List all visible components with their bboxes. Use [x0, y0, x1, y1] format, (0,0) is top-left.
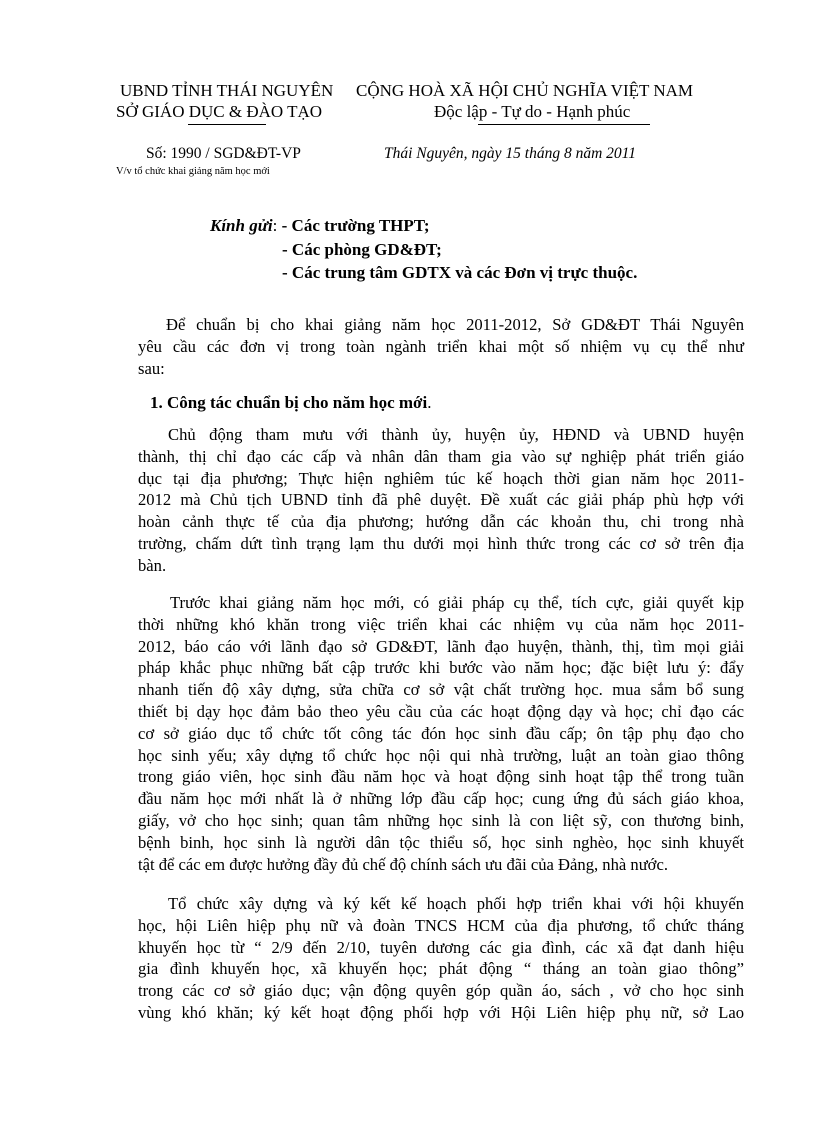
text-line: dục tại địa phương; Thực hiện nghiêm túc kế hoạch thời gian năm học 2011-: [138, 468, 744, 488]
text-line: thành, thị chỉ đạo các cấp và nhân dân tham gia vào sự nghiệp phát triển giáo: [138, 446, 744, 466]
department-underline: [188, 124, 266, 125]
place-date: Thái Nguyên, ngày 15 tháng 8 năm 2011: [384, 145, 637, 162]
motto-underline: [478, 124, 650, 125]
paragraph-1: [138, 424, 744, 577]
text-line: bệnh binh, học sinh là người dân tộc thiểu số, học sinh nghèo, học sinh khuyết: [138, 832, 744, 852]
recipient-block: [210, 216, 430, 236]
document-number: Số: 1990 / SGD&ĐT-VP: [146, 145, 301, 162]
text-line: vùng khó khăn; ký kết hoạt động phối hợp với Hội Liên hiệp phụ nữ, sở Lao: [138, 1002, 744, 1022]
recipient-separator: :: [272, 216, 282, 235]
text-line: cơ sở giáo dục tổ chức tốt công tác đón học sinh đầu cấp; ôn tập phụ đạo cho: [138, 723, 744, 743]
text-line: thời những khó khăn trong việc triển khai các nhiệm vụ của năm học 2011-: [138, 614, 744, 634]
section-heading-period: .: [427, 393, 432, 412]
text-line: giấy, vở cho học sinh; quan tâm những học sinh là con liệt sỹ, con thương binh,: [138, 810, 744, 830]
text-line: bàn.: [138, 555, 167, 575]
text-line: gia đình khuyến học, xã khuyến học; phát động “ tháng an toàn giao thông”: [138, 959, 744, 979]
department-name: SỞ GIÁO DỤC & ĐÀO TẠO: [116, 102, 323, 121]
document-subject: V/v tổ chức khai giảng năm học mới: [116, 166, 270, 177]
text-line: Chủ động tham mưu với thành ủy, huyện ủy, HĐND và UBND huyện: [168, 425, 744, 444]
text-line: tật để các em được hưởng đầy đủ chế độ chính sách ưu đãi của Đảng, nhà nước.: [138, 854, 668, 874]
text-line: hoàn cảnh thực tế của địa phương; hướng dẫn các khoản thu, chi trong nhà: [138, 512, 744, 532]
text-line: trường, chấm dứt tình trạng lạm thu dưới mọi hình thức trong các cơ sở trên địa: [138, 533, 744, 553]
text-line: học sinh yếu; xây dựng tổ chức học nội qui nhà trường, luật an toàn giao thông: [138, 745, 744, 765]
text-line: 2012, báo cáo với lãnh đạo sở GD&ĐT, lãnh đạo huyện, thành, thị, tìm mọi giải: [138, 636, 744, 656]
paragraph-3: [138, 893, 744, 1024]
recipient-item: - Các phòng GD&ĐT;: [282, 240, 442, 259]
text-line: trong giáo viên, học sinh đầu năm học và hoạt động sinh hoạt tập thể trong tuần: [138, 767, 744, 787]
text-line: 2012 mà Chủ tịch UBND tỉnh đã phê duyệt. Đề xuất các giải pháp phù hợp với: [138, 490, 744, 510]
recipient-item: - Các trung tâm GDTX và các Đơn vị trực thuộc.: [282, 263, 638, 282]
agency-name: UBND TỈNH THÁI NGUYÊN: [120, 81, 334, 100]
national-motto: Độc lập - Tự do - Hạnh phúc: [434, 102, 631, 121]
recipient-label: Kính gửi: [210, 216, 273, 235]
text-line: yêu cầu các đơn vị trong toàn ngành triển khai một số nhiệm vụ cụ thể như: [138, 336, 744, 356]
text-line: trong các cơ sở giáo dục; vận động quyên góp quần áo, sách , vở cho học sinh: [138, 981, 744, 1001]
text-line: học, hội Liên hiệp phụ nữ và đoàn TNCS HCM của địa phương, tổ chức tháng: [138, 915, 744, 935]
recipient-item: - Các trường THPT;: [281, 216, 430, 235]
text-line: đầu năm học mới nhất là ở những lớp đầu cấp học; cung ứng đủ sách giáo khoa,: [138, 789, 744, 809]
section-heading-text: 1. Công tác chuẩn bị cho năm học mới: [150, 393, 428, 412]
paragraph-2: [138, 592, 744, 875]
intro-paragraph: [138, 314, 744, 379]
national-title: CỘNG HOÀ XÃ HỘI CHỦ NGHĨA VIỆT NAM: [356, 81, 694, 100]
text-line: Để chuẩn bị cho khai giảng năm học 2011-2012, Sở GD&ĐT Thái Nguyên: [166, 315, 744, 334]
text-line: sau:: [138, 358, 165, 378]
text-line: thiết bị dạy học đảm bảo theo yêu cầu của các hoạt động dạy và học; chỉ đạo các: [138, 701, 744, 721]
text-line: nhanh tiến độ xây dựng, sửa chữa cơ sở vật chất trường học. mua sắm bổ sung: [138, 680, 744, 700]
text-line: khuyến học từ “ 2/9 đến 2/10, tuyên dương các gia đình, các xã đạt danh hiệu: [138, 937, 744, 957]
text-line: Tổ chức xây dựng và ký kết kế hoạch phối hợp triển khai với hội khuyến: [168, 894, 744, 913]
text-line: Trước khai giảng năm học mới, có giải pháp cụ thể, tích cực, giải quyết kịp: [170, 593, 744, 612]
text-line: pháp khắc phục những bất cập trước khi bước vào năm học; đặc biệt lưu ý: đẩy: [138, 658, 744, 678]
section-heading: [150, 393, 431, 413]
